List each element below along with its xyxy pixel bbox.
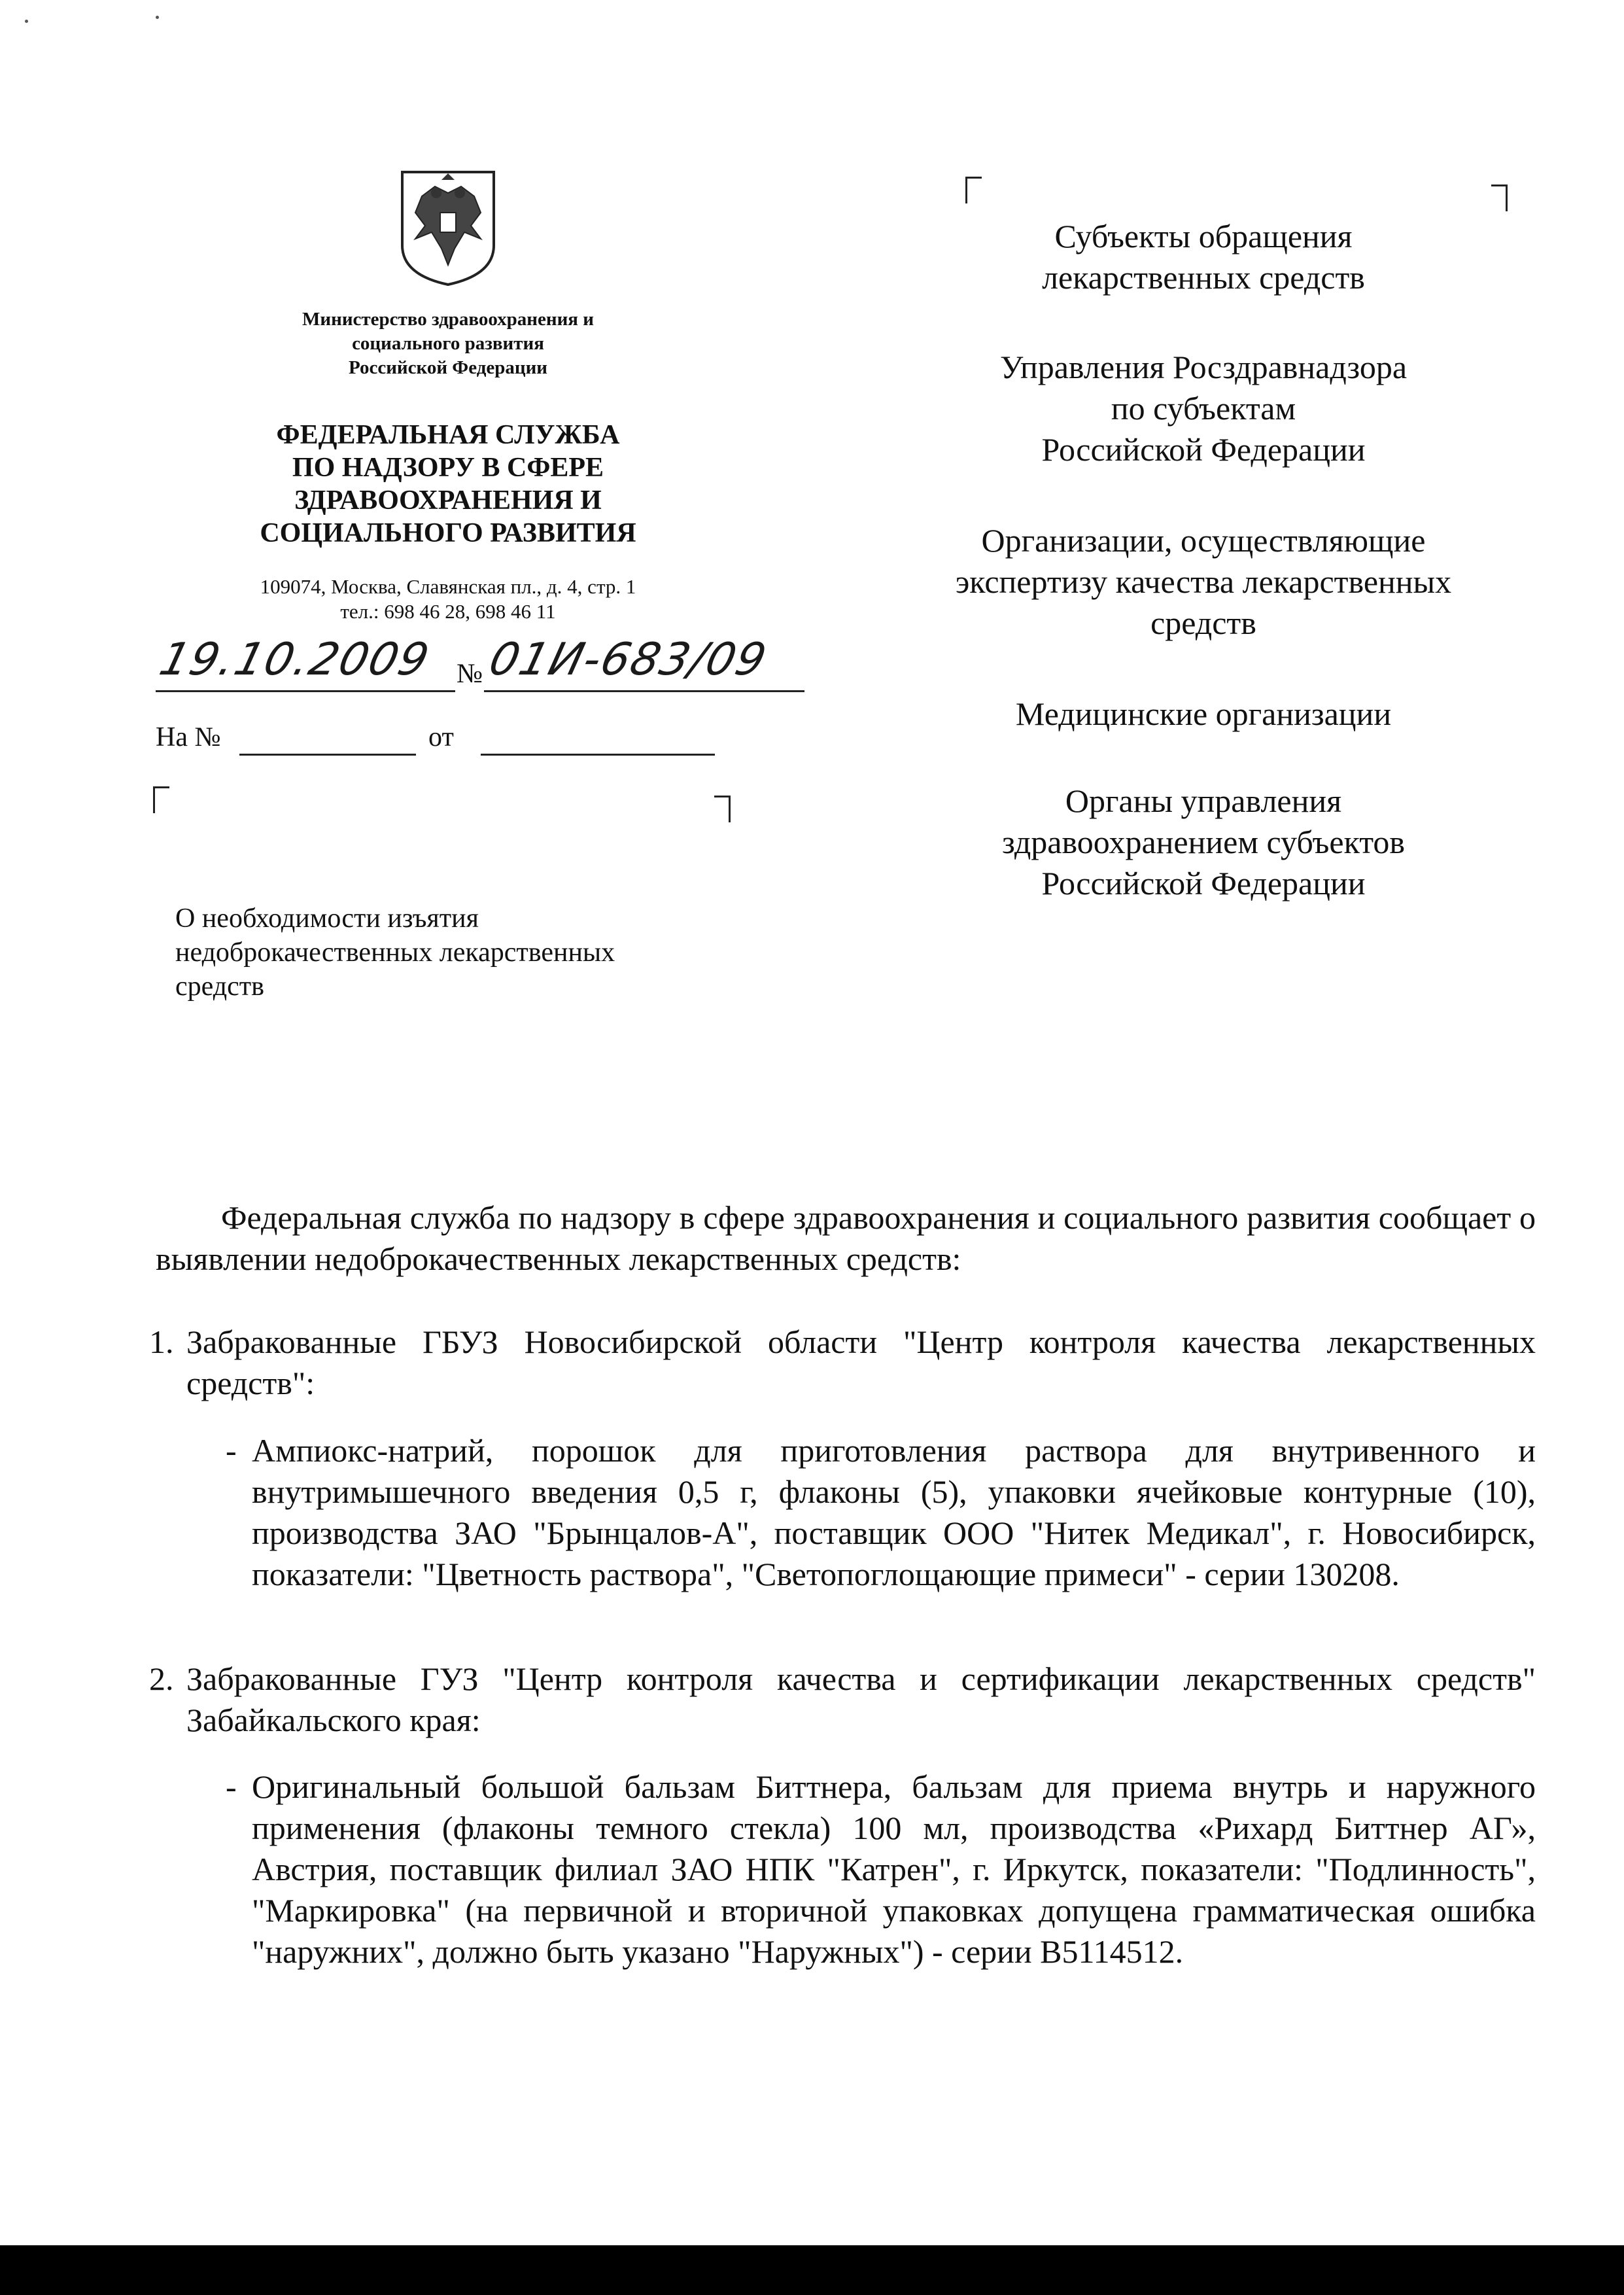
addressee-line: Медицинские организации	[1015, 695, 1392, 732]
addressee-group	[870, 780, 1537, 904]
addressee-group	[870, 216, 1537, 298]
item-detail: Ампиокс-натрий, порошок для приготовления раствора для внутривенного и внутримышечного введения 0,5 г, флаконы (5), упаковки ячейковые контурные (10), производства ЗАО "Брынцалов-А", поставщик ООО "Нитек Медикал", г. Новосибирск, показатели: "Цветность раствора", "Светопоглощающие примеси" - серии 130208.	[252, 1432, 1536, 1592]
addressee-line: средств	[1150, 604, 1256, 641]
bracket-top-right	[1491, 184, 1508, 211]
addressee-group	[870, 347, 1537, 470]
ref-from-label: от	[428, 722, 454, 752]
addressee-line: по субъектам	[1111, 390, 1296, 427]
addressee-line: Управления Росздравнадзора	[999, 349, 1408, 385]
address-line: 109074, Москва, Славянская пл., д. 4, стр. 1	[260, 575, 636, 598]
ref-number-label: На №	[156, 722, 221, 752]
phone-line: тел.: 698 46 28, 698 46 11	[340, 600, 556, 623]
service-address	[196, 574, 700, 624]
addressee-line: Органы управления	[1065, 782, 1342, 819]
service-name	[196, 419, 700, 550]
subject-line: недоброкачественных лекарственных	[175, 937, 615, 968]
letter-subject	[175, 902, 764, 1004]
ministry-line: Министерство здравоохранения и	[302, 309, 594, 330]
scan-speck	[25, 20, 28, 23]
ministry-line: Российской Федерации	[348, 357, 547, 378]
subject-line: средств	[175, 972, 264, 1002]
number-sign: №	[457, 659, 483, 689]
service-line: ПО НАДЗОРУ В СФЕРЕ	[292, 453, 604, 483]
ministry-line: социального развития	[352, 333, 544, 354]
item-number: 1.	[149, 1323, 174, 1360]
item-dash: -	[226, 1432, 237, 1469]
item-title: Забракованные ГБУЗ Новосибирской области "Центр контроля качества лекарственных средств":	[186, 1323, 1536, 1401]
intro-paragraph: Федеральная служба по надзору в сфере здравоохранения и социального развития сообщает о выявлении недоброкачественных лекарственных средств:	[156, 1199, 1536, 1277]
addressee-line: лекарственных средств	[1042, 259, 1365, 296]
number-handwritten: 01И-683/09	[484, 634, 773, 686]
addressee-line: экспертизу качества лекарственных	[955, 563, 1452, 600]
scan-bottom-edge	[0, 2245, 1624, 2295]
addressee-group	[870, 693, 1537, 735]
item-detail: Оригинальный большой бальзам Биттнера, бальзам для приема внутрь и наружного применения (флаконы темного стекла) 100 мл, производства «Рихард Биттнер АГ», Австрия, поставщик филиал ЗАО НПК "Катрен", г. Иркутск, показатели: "Подлинность", "Маркировка" (на первичной и вторичной упаковках допущена грамматическая ошибка "наружних", должно быть указано "Наружных") - серии B5114512.	[252, 1768, 1536, 1970]
bracket-top-left	[965, 177, 982, 203]
addressee-line: здравоохранением субъектов	[1001, 824, 1406, 860]
number-field	[484, 634, 804, 692]
item-number: 2.	[149, 1660, 174, 1697]
bracket-top-right	[714, 796, 731, 822]
service-line: ЗДРАВООХРАНЕНИЯ И	[294, 485, 602, 516]
service-line: СОЦИАЛЬНОГО РАЗВИТИЯ	[260, 518, 636, 548]
bracket-top-left	[153, 786, 169, 813]
ref-number-blank	[239, 726, 416, 756]
coat-of-arms-emblem	[396, 167, 500, 288]
addressee-group	[870, 520, 1537, 644]
item-title: Забракованные ГУЗ "Центр контроля качества и сертификации лекарственных средств" Забайкальского края:	[186, 1660, 1536, 1738]
ministry-name	[196, 307, 700, 380]
addressee-line: Российской Федерации	[1041, 431, 1366, 468]
subject-line: О необходимости изъятия	[175, 903, 479, 934]
ref-date-blank	[481, 726, 715, 756]
date-field	[154, 634, 455, 692]
addressee-line: Российской Федерации	[1041, 865, 1366, 902]
addressee-line: Организации, осуществляющие	[981, 522, 1426, 559]
date-handwritten: 19.10.2009	[154, 634, 436, 686]
addressee-line: Субъекты обращения	[1054, 218, 1353, 254]
scan-speck	[156, 16, 159, 19]
service-line: ФЕДЕРАЛЬНАЯ СЛУЖБА	[276, 420, 620, 450]
item-dash: -	[226, 1768, 237, 1805]
